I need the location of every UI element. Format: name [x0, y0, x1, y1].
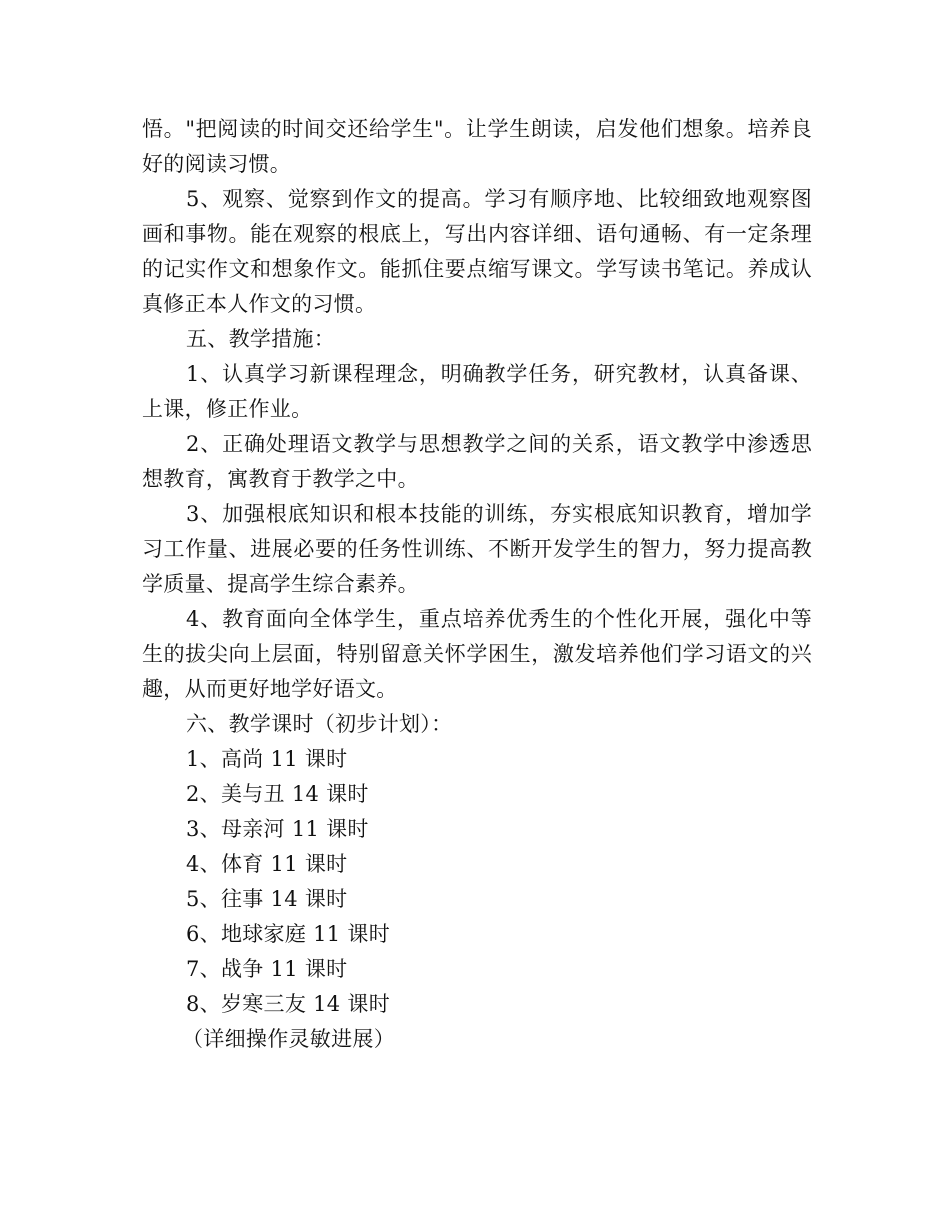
document-page: [142, 112, 812, 1057]
list-item: 1、高尚 11 课时: [186, 747, 348, 771]
list-item: 6、地球家庭 11 课时: [186, 922, 391, 946]
measure-item-4: 4、教育面向全体学生，重点培养优秀生的个性化开展，强化中等生的拔尖向上层面，特别留意关怀学困生，激发培养他们学习语文的兴趣，从而更好地学好语文。: [142, 607, 812, 701]
list-item: 2、美与丑 14 课时: [186, 782, 369, 806]
list-item: 5、往事 14 课时: [186, 887, 348, 911]
list-item: 3、母亲河 11 课时: [186, 817, 369, 841]
lesson-hours-list: [142, 742, 812, 1022]
paragraph-reading-habit: 悟。"把阅读的时间交还给学生"。让学生朗读，启发他们想象。培养良好的阅读习惯。: [142, 117, 812, 176]
paragraph-writing-improvement: 5、观察、觉察到作文的提高。学习有顺序地、比较细致地观察图画和事物。能在观察的根底上，写出内容详细、语句通畅、有一定条理的记实作文和想象作文。能抓住要点缩写课文。学写读书笔记。养成认真修正本人作文的习惯。: [142, 187, 812, 316]
section-heading-teaching-measures: 五、教学措施：: [186, 327, 336, 351]
measure-item-2: 2、正确处理语文教学与思想教学之间的关系，语文教学中渗透思想教育，寓教育于教学之中。: [142, 432, 812, 491]
list-item: 4、体育 11 课时: [186, 852, 348, 876]
measure-item-3: 3、加强根底知识和根本技能的训练，夯实根底知识教育，增加学习工作量、进展必要的任务性训练、不断开发学生的智力，努力提高教学质量、提高学生综合素养。: [142, 502, 812, 596]
list-item: 8、岁寒三友 14 课时: [186, 992, 391, 1016]
measure-item-1: 1、认真学习新课程理念，明确教学任务，研究教材，认真备课、上课，修正作业。: [142, 362, 812, 421]
section-heading-teaching-hours: 六、教学课时（初步计划）：: [186, 712, 453, 736]
closing-note: （详细操作灵敏进展）: [182, 1027, 395, 1051]
list-item: 7、战争 11 课时: [186, 957, 348, 981]
